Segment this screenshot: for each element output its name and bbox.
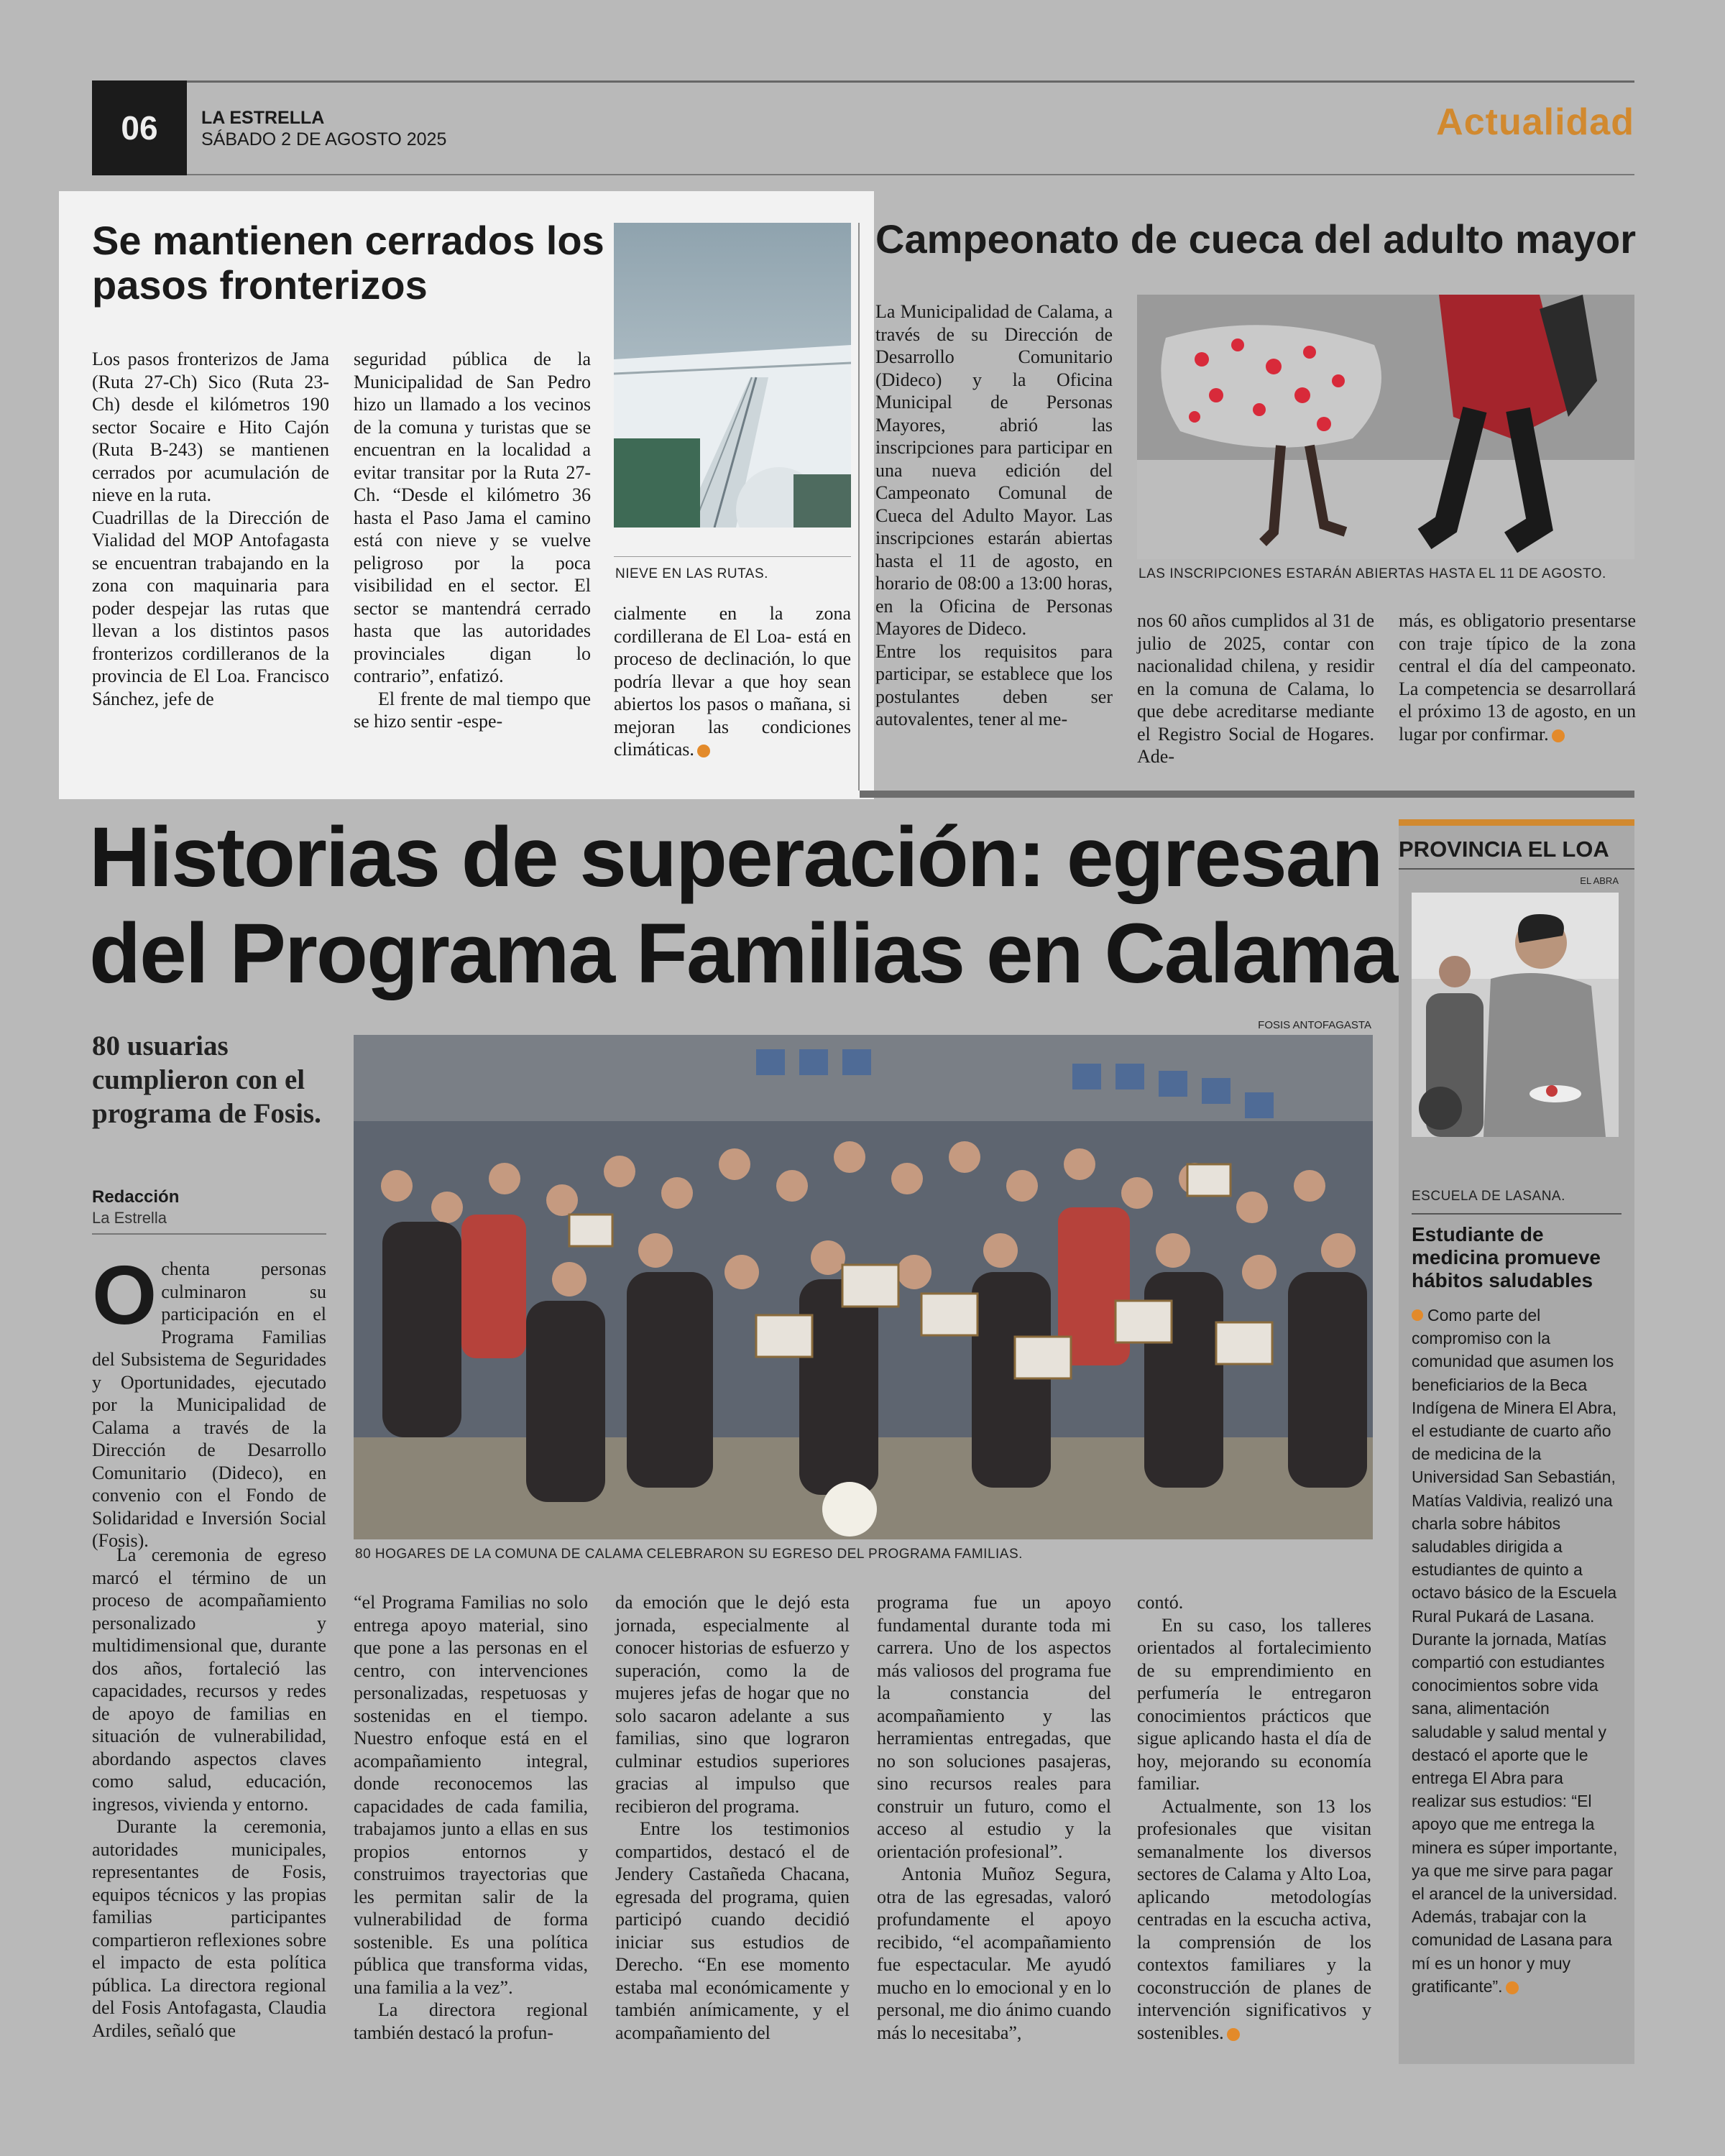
lasana-school-photo	[1412, 893, 1619, 1137]
byline-name: Redacción	[92, 1187, 180, 1207]
story2-col1-para: La Municipalidad de Calama, a través de su Dirección de Desarrollo Comunitario (Dideco) y la Oficina Municipal de Personas Mayores, abrió las inscripciones para participar en una nueva edición del Campeonato Comunal de Cueca del Adulto Mayor. Las inscripciones estarán abiertas hasta el 11 de agosto, en horario de 08:00 a 13:00 horas, en la Oficina de Personas Mayores de Dideco.	[875, 301, 1113, 639]
end-mark-icon	[1552, 729, 1565, 742]
lead-text: chenta personas culminaron su participación en el Programa Familias del Subsistema de Seguridades y Oportunidades, ejecutado por la Municipalidad de Calama a través de la Dirección de Desarrollo Comunitario (Dideco), en convenio con el Fondo de Solidaridad e Inversión Social (Fosis).	[92, 1258, 326, 1551]
main-col1-para: La ceremonia de egreso marcó el término de un proceso de acompañamiento personalizado y multidimensional que, durante dos años, fortaleció las capacidades, recursos y redes de apoyo de familias en situación de vulnerabilidad, abordando aspectos claves como salud, educación, ingresos, vivienda y entorno.	[92, 1544, 326, 1815]
story1-column-1	[92, 348, 329, 710]
main-col3-para: Entre los testimonios compartidos, destacó el de Jendery Castañeda Chacana, egresada del programa, quien participó cuando decidió iniciar sus estudios de Derecho. “En ese momento estaba mal económicamente y también anímicamente, y el acompañamiento del	[615, 1818, 850, 2043]
main-photo-credit: FOSIS ANTOFAGASTA	[1258, 1019, 1371, 1031]
story2-column-2	[1137, 609, 1374, 768]
story1-col1-para: Cuadrillas de la Dirección de Vialidad del MOP Antofagasta se encuentran trabajando en la zona con maquinaria para poder despejar las rutas que llevan a los distintos pasos fronterizos cordilleranos de la provincia de El Loa. Francisco Sánchez, jefe de	[92, 507, 329, 709]
sidebar-body	[1412, 1304, 1620, 1998]
main-col5-text: Actualmente, son 13 los profesionales que visitan semanalmente los diversos sectores de Calama y Alto Loa, aplicando metodologías centradas en la escucha activa, la comprensión de los contextos familiares y la coconstrucción de planes de intervención significativos y sostenibles.	[1137, 1795, 1371, 2043]
byline-organization: La Estrella	[92, 1209, 167, 1227]
story2-col3-text: más, es obligatorio presentarse con traje típico de la zona central el día del campeonato. La competencia se desarrollará el próximo 13 de agosto, en un lugar por confirmar.	[1399, 610, 1636, 745]
main-col5-para: contó.	[1137, 1592, 1184, 1613]
section-name: Actualidad	[1436, 101, 1634, 143]
main-col5-para: En su caso, los talleres orientados al fortalecimiento de su emprendimiento en perfumería le entregaron conocimientos prácticos que sigue aplicando hasta el día de hoy, mejorando su economía familiar.	[1137, 1614, 1371, 1794]
story1-headline: Se mantienen cerrados los pasos fronterizos	[92, 218, 604, 308]
main-col3-para: da emoción que le dejó esta jornada, especialmente al conocer historias de esfuerzo y superación, como la de mujeres jefas de hogar que no solo sacaron adelante a sus familias, sino que lograron culminar estudios superiores gracias al impulso que recibieron del programa.	[615, 1592, 850, 1817]
story2-column-1	[875, 300, 1113, 731]
sidebar-title-rule	[1399, 868, 1634, 870]
section-divider	[860, 791, 1634, 798]
end-mark-icon	[1506, 1981, 1519, 1994]
sidebar-caption-rule	[1412, 1213, 1622, 1215]
story1-column-2	[354, 348, 591, 733]
main-col1-para: Durante la ceremonia, autoridades municipales, representantes de Fosis, equipos técnicos y las propias familias participantes compartieron reflexiones sobre el impacto de esta política pública. La directora regional del Fosis Antofagasta, Claudia Ardiles, señaló que	[92, 1816, 326, 2041]
header-bottom-rule	[187, 174, 1634, 175]
story2-headline: Campeonato de cueca del adulto mayor	[875, 216, 1637, 262]
main-column-1	[92, 1544, 326, 2042]
story1-col2-para: El frente de mal tiempo que se hizo sentir -espe-	[354, 688, 591, 732]
main-column-3	[615, 1591, 850, 2044]
drop-cap: O	[92, 1248, 157, 1342]
header-top-rule	[92, 80, 1634, 83]
main-column-5	[1137, 1591, 1371, 2044]
main-col2-para: La directora regional también destacó la profun-	[354, 1999, 588, 2043]
story1-photo-caption: NIEVE EN LAS RUTAS.	[615, 566, 768, 581]
main-subhead: 80 usuarias cumplieron con el programa de Fosis.	[92, 1031, 321, 1129]
sidebar-photo-credit: EL ABRA	[1580, 875, 1619, 886]
publication-name: LA ESTRELLA	[201, 108, 325, 128]
end-mark-icon	[697, 745, 710, 757]
graduation-group-photo	[354, 1035, 1373, 1539]
main-column-4	[877, 1591, 1111, 2044]
story2-col2-text: nos 60 años cumplidos al 31 de julio de 2025, contar con nacionalidad chilena, y residir en la comuna de Calama, lo que debe acreditarse mediante el Registro Social de Hogares. Ade-	[1137, 610, 1374, 767]
story1-column-3	[614, 602, 851, 761]
sidebar-photo-caption: ESCUELA DE LASANA.	[1412, 1189, 1565, 1204]
sidebar-headline: Estudiante de medicina promueve hábitos saludables	[1412, 1223, 1601, 1291]
main-headline-line-1: Historias de superación: egresan	[89, 810, 1382, 905]
page-header	[92, 80, 1634, 175]
sidebar-provincia-el-loa	[1399, 819, 1634, 2064]
main-col4-para: programa fue un apoyo fundamental durante toda mi carrera. Uno de los aspectos más valiosos del programa fue la constancia del acompañamiento y las herramientas entregadas, que no son soluciones pasajeras, sino recursos reales para construir un futuro, como el acceso al estudio y la orientación profesional”.	[877, 1592, 1111, 1862]
story-pasos-fronterizos	[59, 191, 874, 799]
main-lead	[92, 1248, 326, 1552]
story1-caption-rule	[614, 556, 851, 557]
main-col4-para: Antonia Muñoz Segura, otra de las egresadas, valoró profundamente el apoyo recibido, “el acompañamiento fue espectacular. Me ayudó mucho en lo emocional y en lo personal, me dio ánimo cuando más lo necesitaba”,	[877, 1864, 1111, 2043]
sidebar-accent-bar	[1399, 819, 1634, 826]
main-photo-caption: 80 HOGARES DE LA COMUNA DE CALAMA CELEBRARON SU EGRESO DEL PROGRAMA FAMILIAS.	[355, 1547, 1023, 1562]
snow-road-photo	[614, 223, 851, 528]
sidebar-title: PROVINCIA EL LOA	[1399, 837, 1609, 862]
byline-rule	[92, 1233, 326, 1235]
story2-col1-para: Entre los requisitos para participar, se establece que los postulantes deben ser autovalentes, tener al me-	[875, 640, 1113, 729]
page-number: 06	[92, 80, 187, 175]
main-col2-para: “el Programa Familias no solo entrega apoyo material, sino que pone a las personas en el centro, con intervenciones personalizadas, respetuosas y sostenidas en el tiempo. Nuestro enfoque está en el acompañamiento integral, donde reconocemos las capacidades de cada familia, trabajamos junto a ellas en sus propios entornos y construimos trayectorias que les permitan salir de la vulnerabilidad de forma sostenible. Es una política pública que transforma vidas, una familia a la vez”.	[354, 1592, 588, 1998]
story2-column-3	[1399, 609, 1636, 745]
bullet-dot-icon	[1412, 1309, 1423, 1321]
story1-col1-para: Los pasos fronterizos de Jama (Ruta 27-Ch) Sico (Ruta 23-Ch) desde el kilómetros 190 sector Socaire e Hito Cajón (Ruta B-243) se mantienen cerrados por acumulación de nieve en la ruta.	[92, 349, 329, 505]
sidebar-body-text: Como parte del compromiso con la comunidad que asumen los beneficiarios de la Beca Indígena de Minera El Abra, el estudiante de cuarto año de medicina de la Universidad San Sebastián, Matías Valdivia, realizó una charla sobre hábitos saludables dirigida a estudiantes de quinto a octavo básico de la Escuela Rural Pukará de Lasana. Durante la jornada, Matías compartió con estudiantes conocimientos sobre vida sana, alimentación saludable y salud mental y destacó el aporte que le entrega El Abra para realizar sus estudios: “El apoyo que me entrega la minera es súper importante, ya que me sirve para pagar el arancel de la universidad. Además, trabajar con la comunidad de Lasana para mí es un honor y muy gratificante”.	[1412, 1306, 1618, 1996]
end-mark-icon	[1227, 2028, 1240, 2041]
issue-date: SÁBADO 2 DE AGOSTO 2025	[201, 129, 447, 149]
main-column-2	[354, 1591, 588, 2044]
cueca-dancers-photo	[1137, 295, 1634, 559]
story1-col2-para: seguridad pública de la Municipalidad de San Pedro hizo un llamado a los vecinos de la comuna y turistas que se encuentran en la localidad a evitar transitar por la Ruta 27-Ch. “Desde el kilómetro 36 hasta el Paso Jama el camino está con nieve y se vuelve peligroso por la poca visibilidad en el sector. El sector se mantendrá cerrado hasta que las autoridades provinciales digan lo contrario”, enfatizó.	[354, 349, 591, 686]
main-headline-line-2: del Programa Familias en Calama	[89, 906, 1398, 1001]
story2-photo-caption: LAS INSCRIPCIONES ESTARÁN ABIERTAS HASTA EL 11 DE AGOSTO.	[1138, 566, 1606, 581]
column-separator	[858, 223, 860, 791]
story1-col3-text: cialmente en la zona cordillerana de El Loa- está en proceso de declinación, lo que podría llevar a que hoy sean abiertos los pasos o mañana, si mejoran las condiciones climáticas.	[614, 603, 851, 760]
